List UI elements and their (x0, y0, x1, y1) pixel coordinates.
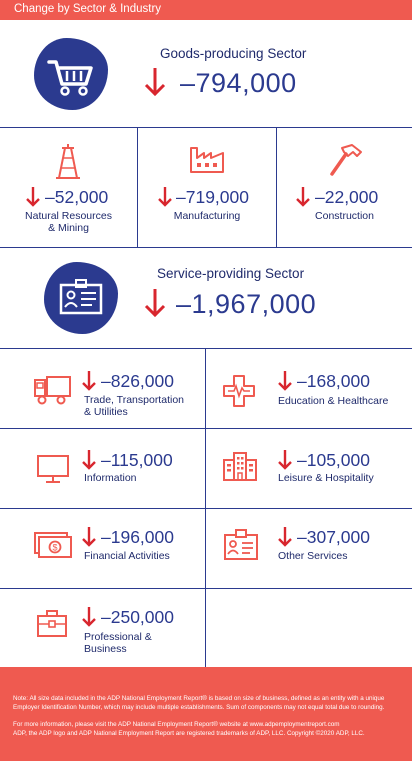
trade-label (84, 394, 184, 418)
manufacturing-label-line1: Manufacturing (173, 210, 241, 222)
down-arrow-icon (278, 526, 292, 547)
down-arrow-icon (158, 186, 172, 207)
financial-value: –196,000 (101, 527, 174, 547)
goods-sector-value: –794,000 (180, 68, 297, 98)
leisure-value: –105,000 (297, 450, 370, 470)
down-arrow-icon (26, 186, 40, 207)
truck-icon (33, 374, 73, 406)
information-label-line1: Information (84, 472, 137, 484)
professional-label-line1: Professional & (84, 631, 152, 643)
mining-label-line1: Natural Resources (25, 210, 112, 222)
down-arrow-icon (144, 67, 166, 97)
financial-label-line1: Financial Activities (84, 550, 170, 562)
footer-notes (0, 667, 412, 761)
down-arrow-icon (144, 288, 166, 318)
down-arrow-icon (296, 186, 310, 207)
down-arrow-icon (82, 370, 96, 391)
factory-icon (189, 144, 225, 174)
services-sector-value: –1,967,000 (176, 289, 317, 319)
other-services-label-line1: Other Services (278, 550, 348, 562)
services-sector-title: Service-providing Sector (157, 266, 305, 281)
footer-note-3: For more information, please visit the ADP National Employment Report® website at www.adpemploymentreport.com (13, 721, 340, 728)
education-label-line1: Education & Healthcare (278, 395, 389, 407)
leisure-label-line1: Leisure & Hospitality (278, 472, 374, 484)
information-value: –115,000 (101, 450, 173, 470)
id-card-icon (44, 262, 118, 334)
divider (276, 127, 277, 247)
manufacturing-label (138, 210, 276, 222)
other-services-label (278, 550, 347, 562)
professional-value: –250,000 (101, 607, 174, 627)
mining-label-line2: & Mining (48, 222, 89, 234)
medical-cross-icon (222, 374, 256, 408)
shopping-cart-icon (34, 38, 108, 110)
divider (205, 348, 206, 667)
down-arrow-icon (82, 606, 96, 627)
construction-label-line1: Construction (315, 210, 374, 222)
footer-note-1: Note: All size data included in the ADP National Employment Report® is based on size of business, defined as an entity with a unique (13, 695, 385, 702)
monitor-icon (36, 454, 70, 484)
information-label (84, 472, 137, 484)
trade-value: –826,000 (101, 371, 174, 391)
down-arrow-icon (82, 449, 96, 470)
education-value: –168,000 (297, 371, 370, 391)
leisure-label (278, 472, 374, 484)
down-arrow-icon (82, 526, 96, 547)
down-arrow-icon (278, 449, 292, 470)
professional-label (84, 631, 152, 655)
divider (0, 588, 412, 589)
divider (0, 127, 412, 128)
other-services-value: –307,000 (297, 527, 370, 547)
trade-label-line2: & Utilities (84, 406, 128, 418)
professional-label-line2: Business (84, 643, 127, 655)
education-label (278, 395, 388, 407)
mining-value: –52,000 (45, 187, 109, 207)
manufacturing-value: –719,000 (176, 187, 249, 207)
construction-label (277, 210, 412, 222)
briefcase-icon (36, 607, 68, 639)
svg-text:$: $ (52, 542, 58, 553)
down-arrow-icon (278, 370, 292, 391)
footer-note-4: ADP, the ADP logo and ADP National Employment Report are registered trademarks of ADP, LLC. Copyright ©2020 ADP, LLC. (13, 730, 365, 737)
hammer-icon (328, 142, 364, 178)
footer-note-2: Employer Identification Number, which may include multiple establishments. Sum of components may not equal total due to rounding. (13, 704, 385, 711)
goods-sector-title: Goods-producing Sector (160, 46, 307, 61)
divider (0, 348, 412, 349)
mining-label (0, 210, 137, 234)
header-bar (0, 0, 412, 20)
divider (0, 247, 412, 248)
hotel-icon (222, 450, 258, 482)
divider (0, 428, 412, 429)
cash-icon (33, 531, 73, 559)
header-title: Change by Sector & Industry (14, 3, 162, 15)
construction-value: –22,000 (315, 187, 379, 207)
trade-label-line1: Trade, Transportation (84, 394, 184, 406)
oil-rig-icon (54, 142, 82, 180)
financial-label (84, 550, 170, 562)
divider (0, 508, 412, 509)
badge-icon (223, 528, 259, 562)
divider (137, 127, 138, 247)
